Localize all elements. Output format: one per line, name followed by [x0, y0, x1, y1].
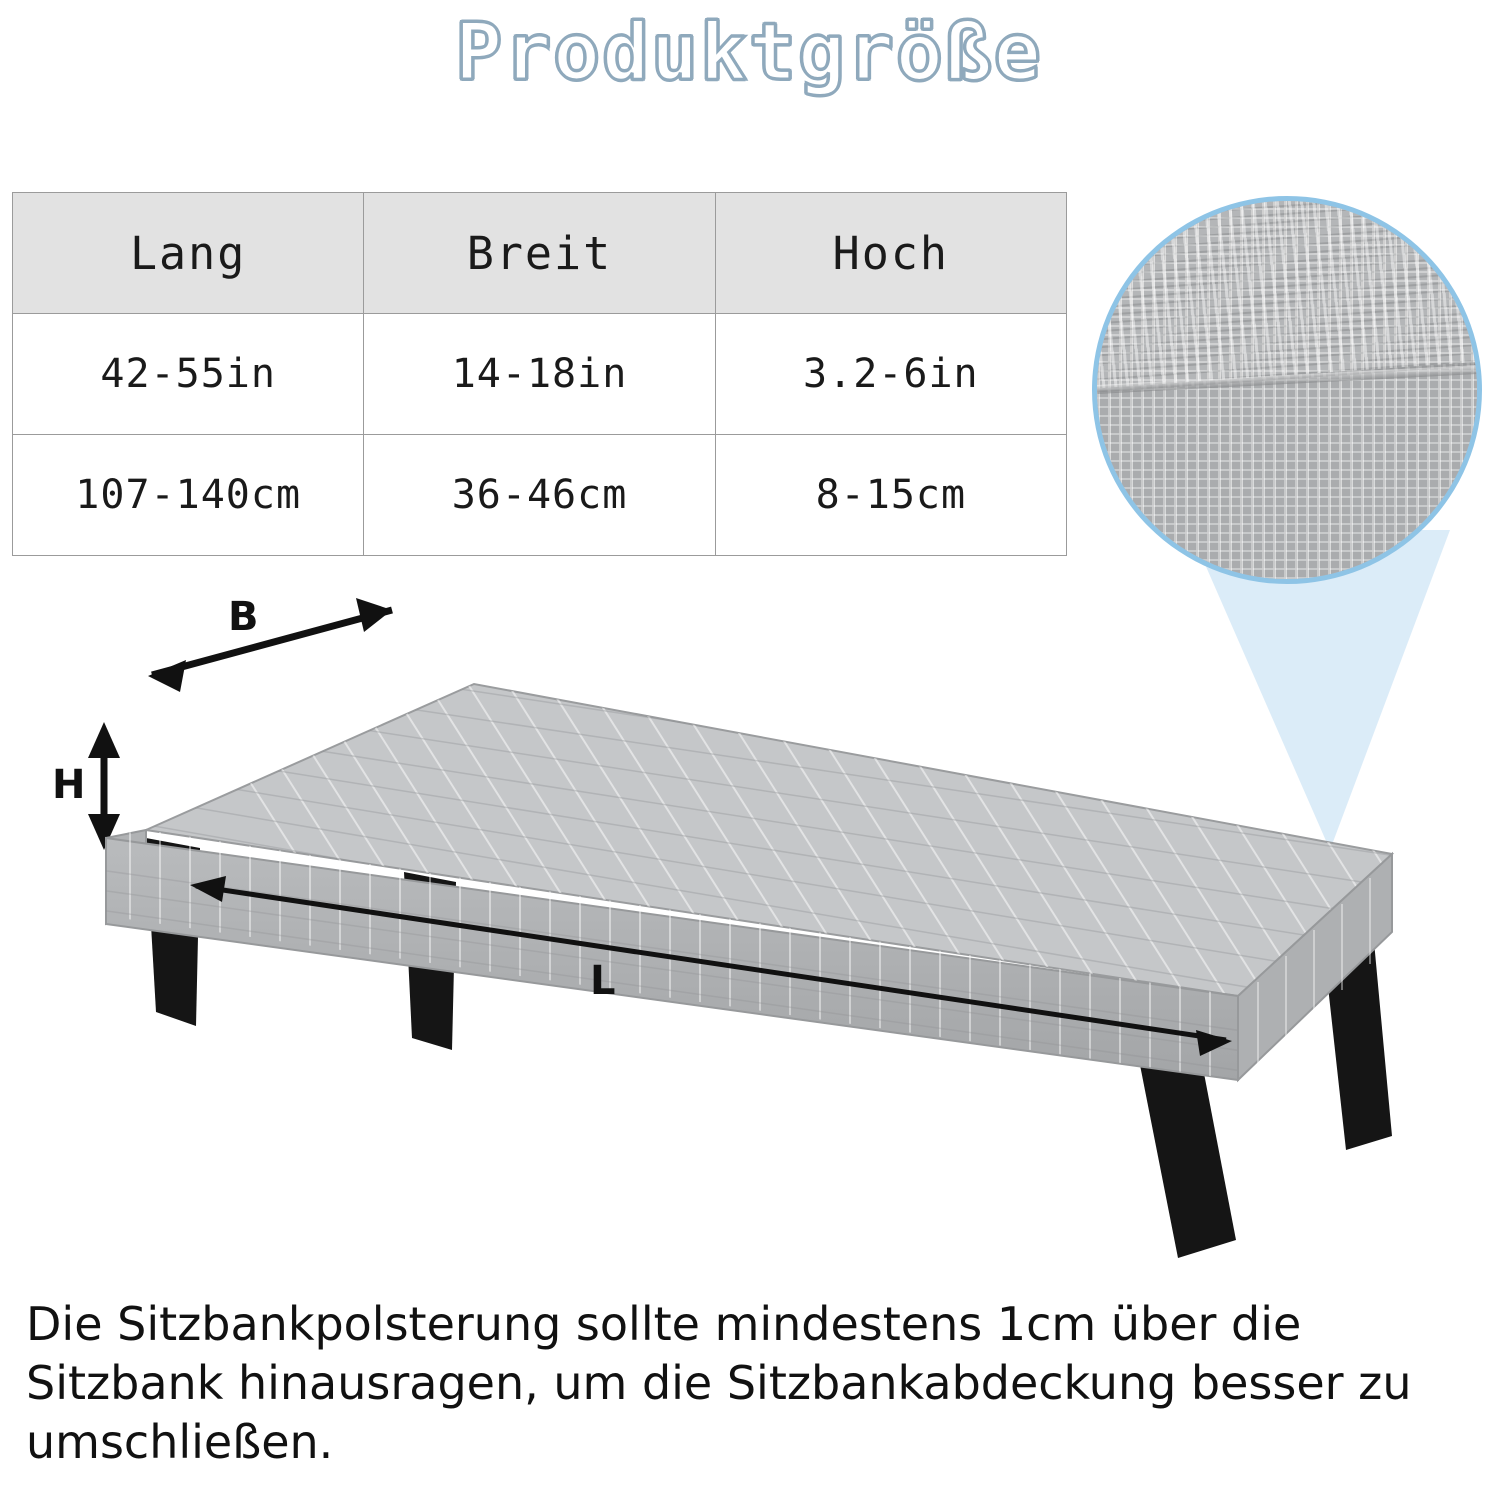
length-label: L: [590, 958, 616, 1004]
fabric-top-face: [1092, 196, 1482, 395]
height-arrow-head-top: [88, 722, 120, 758]
bench-svg: [0, 580, 1498, 1280]
column-header-width: Breit: [364, 193, 715, 314]
cell-width-inches: 14-18in: [364, 314, 715, 435]
height-label: H: [52, 762, 86, 808]
width-arrow: [152, 610, 392, 675]
column-header-height: Hoch: [715, 193, 1066, 314]
cell-height-inches: 3.2-6in: [715, 314, 1066, 435]
page-title: Produktgröße: [455, 8, 1043, 98]
bench-diagram: [0, 580, 1498, 1280]
table-row: [13, 435, 1067, 556]
width-label: B: [228, 594, 259, 640]
size-table: [12, 192, 1067, 556]
table-row: [13, 314, 1067, 435]
cell-length-inches: 42-55in: [13, 314, 364, 435]
caption-text: Die Sitzbankpolsterung sollte mindestens 1cm über die Sitzbank hinausragen, um die Sitzbankabdeckung besser zu umschließen.: [26, 1297, 1412, 1469]
fabric-closeup-bubble: [1092, 196, 1482, 584]
cell-height-cm: 8-15cm: [715, 435, 1066, 556]
fabric-closeup-circle: [1092, 196, 1482, 584]
column-header-length: Lang: [13, 193, 364, 314]
cell-width-cm: 36-46cm: [364, 435, 715, 556]
cell-length-cm: 107-140cm: [13, 435, 364, 556]
width-arrow-head-left: [148, 660, 186, 692]
table-header-row: [13, 193, 1067, 314]
